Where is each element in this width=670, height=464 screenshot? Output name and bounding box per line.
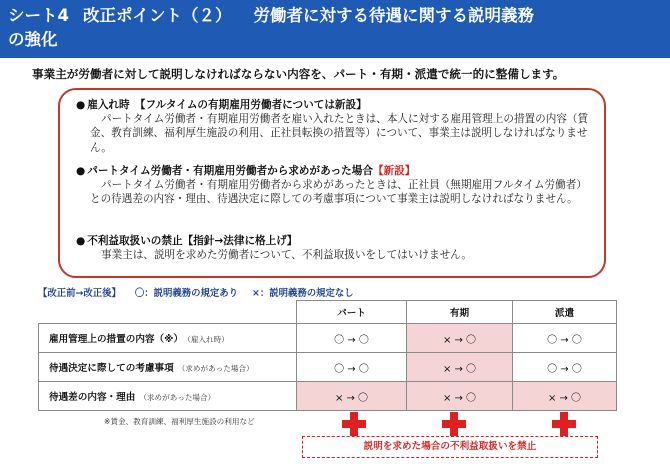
- page-header: [0, 0, 670, 58]
- row-label: 待遇決定に際しての考慮事項 （求めがあった場合）: [39, 353, 297, 382]
- intro-text: 事業主が労働者に対して説明しなければならない内容を、パート・有期・派遣で統一的に整備します。: [32, 67, 565, 81]
- cell-fixed-term: × → 〇: [407, 353, 513, 382]
- title-line-1: [8, 4, 658, 28]
- prohibition-banner: 説明を求めた場合の不利益取扱いを禁止: [302, 436, 598, 458]
- table-legend: [38, 285, 368, 299]
- cell-dispatch: × → 〇: [513, 382, 617, 411]
- explanation-box: [58, 88, 606, 278]
- row-label: 雇用管理上の措置の内容（※） （雇入れ時）: [39, 324, 297, 353]
- table-row: [39, 353, 617, 382]
- legend-yes: 〇：説明義務の規定あり: [134, 288, 238, 299]
- footnote: ※賃金、教育訓練、福利厚生施設の利用など: [104, 417, 255, 426]
- row-label: 待遇差の内容・理由 （求めがあった場合）: [39, 382, 297, 411]
- table-row: [39, 382, 617, 411]
- item-heading: ● 不利益取扱いの禁止【指針→法律に格上げ】: [76, 235, 298, 247]
- plus-icon: [442, 412, 466, 436]
- cell-dispatch: 〇 → 〇: [513, 324, 617, 353]
- point-label: 改正ポイント（２）: [82, 6, 232, 25]
- item-heading: ● パートタイム労働者・有期雇用労働者から求めがあった場合【新設】: [76, 165, 416, 177]
- title-main: 労働者に対する待遇に関する説明義務: [253, 6, 534, 25]
- plus-icon: [552, 412, 576, 436]
- item-heading: ● 雇入れ時 【フルタイムの有期雇用労働者については新設】: [76, 99, 367, 111]
- cell-fixed-term: × → 〇: [407, 382, 513, 411]
- header-part: パート: [297, 301, 407, 324]
- legend-label: 【改正前→改正後】: [38, 288, 121, 299]
- item-no-disadvantage: [76, 234, 592, 262]
- header-blank: [39, 301, 297, 324]
- item-body: 事業主は、説明を求めた労働者について、不利益取扱いをしてはいけません。: [101, 249, 472, 262]
- cell-part: × → 〇: [297, 382, 407, 411]
- page-title: [8, 4, 658, 52]
- table-header-row: [39, 301, 617, 324]
- sheet-label: シート4: [8, 6, 69, 25]
- item-hiring: [76, 98, 592, 155]
- new-tag: 【新設】: [372, 165, 416, 177]
- title-line-2: の強化: [8, 30, 58, 49]
- table-row: [39, 324, 617, 353]
- cell-dispatch: 〇 → 〇: [513, 353, 617, 382]
- item-on-request: [76, 164, 592, 207]
- header-fixed-term: 有期: [407, 301, 513, 324]
- item-body: パートタイム労働者・有期雇用労働者を雇い入れたときは、本人に対する雇用管理上の措置の内容（賃金、教育訓練、福利厚生施設の利用、正社員転換の措置等）について、事業主は説明しなければなりません。: [90, 113, 589, 154]
- header-dispatch: 派遣: [513, 301, 617, 324]
- bullet-icon: ●: [76, 99, 86, 111]
- legend-no: ×：説明義務の規定なし: [252, 288, 354, 299]
- cell-fixed-term: × → 〇: [407, 324, 513, 353]
- plus-icon: [342, 412, 366, 436]
- comparison-table: [38, 300, 617, 411]
- bullet-icon: ●: [76, 235, 86, 247]
- bullet-icon: ●: [76, 165, 86, 177]
- cell-part: 〇 → 〇: [297, 324, 407, 353]
- item-body: パートタイム労働者・有期雇用労働者から求めがあったときは、正社員（無期雇用フルタイム労働者）との待遇差の内容・理由、待遇決定に際しての考慮事項について事業主は説明しなければなりません。: [90, 179, 587, 206]
- cell-part: 〇 → 〇: [297, 353, 407, 382]
